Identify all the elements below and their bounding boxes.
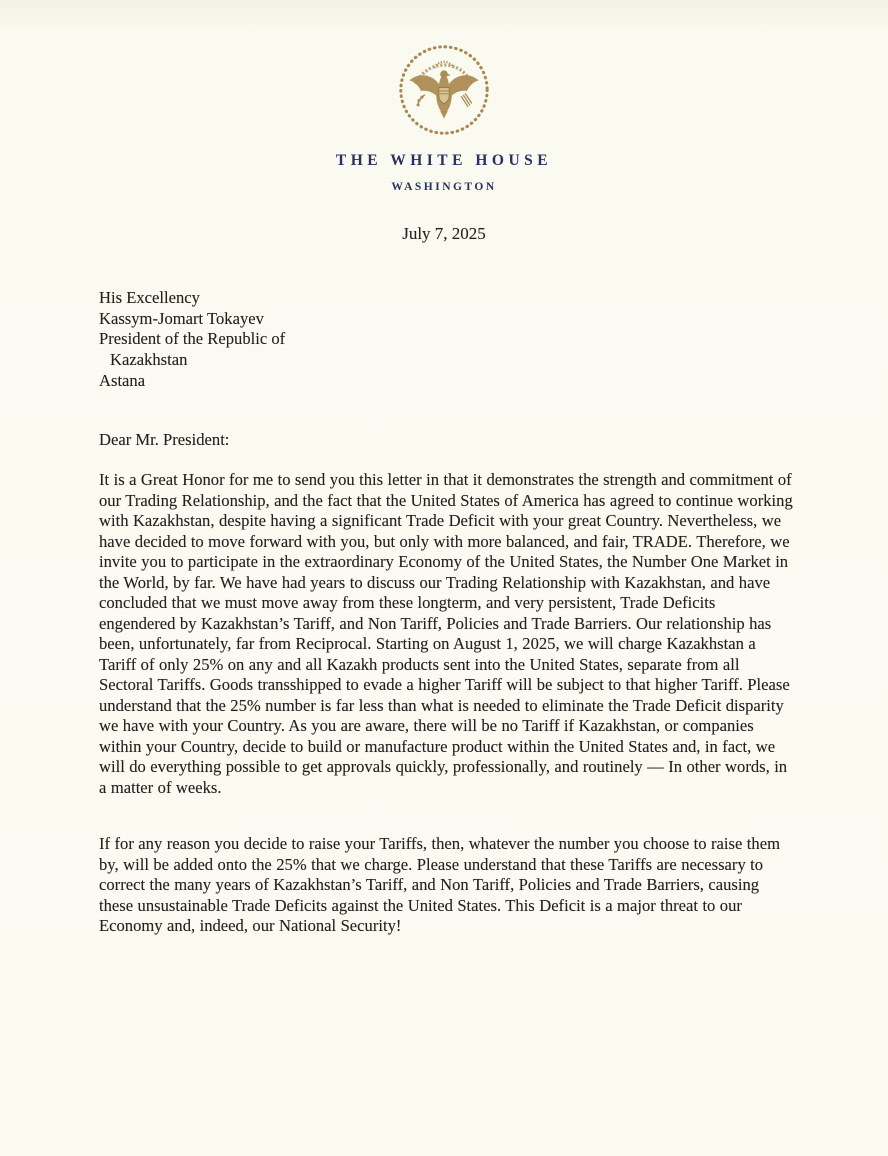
recipient-line: President of the Republic of [99, 329, 286, 349]
body-paragraph-2: If for any reason you decide to raise your Tariffs, then, whatever the number you choose to raise them by, will be added onto the 25% that we charge. Please understand that these Tariffs are necessary to correct the many years of Kazakhstan’s Tariff, and Non Tariff, Policies and Trade Barriers, causing these unsustainable Trade Deficits against the United States. This Deficit is a major threat to our Economy and, indeed, our National Security! [99, 834, 780, 935]
recipient-line: Kassym-Jomart Tokayev [99, 308, 264, 328]
letterhead-title: THE WHITE HOUSE [335, 152, 553, 169]
recipient-line: Astana [99, 370, 146, 390]
recipient-address [99, 288, 285, 392]
presidential-seal-icon [396, 42, 492, 138]
letter-date: July 7, 2025 [402, 224, 486, 243]
recipient-line: Kazakhstan [110, 350, 188, 370]
recipient-line: His Excellency [99, 288, 200, 307]
body-paragraph-1: It is a Great Honor for me to send you this letter in that it demonstrates the strength and commitment of our Trading Relationship, and the fact that the United States of America has agreed to continue working with Kazakhstan, despite having a significant Trade Deficit with your great Country. Nevertheless, we have decided to move forward with you, but only with more balanced, and fair, TRADE. Therefore, we invite you to participate in the extraordinary Economy of the United States, the Number One Market in the World, by far. We have had years to discuss our Trading Relationship with Kazakhstan, and have concluded that we must move away from these longterm, and very persistent, Trade Deficits engendered by Kazakhstan’s Tariff, and Non Tariff, Policies and Trade Barriers. Our relationship has been, unfortunately, far from Reciprocal. Starting on August 1, 2025, we will charge Kazakhstan a Tariff of only 25% on any and all Kazakh products sent into the United States, separate from all Sectoral Tariffs. Goods transshipped to evade a higher Tariff will be subject to that higher Tariff. Please understand that the 25% number is far less than what is needed to eliminate the Trade Deficit disparity we have with your Country. As you are aware, there will be no Tariff if Kazakhstan, or companies within your Country, decide to build or manufacture product within the United States and, in fact, we will do everything possible to get approvals quickly, professionally, and routinely — In other words, in a matter of weeks. [99, 470, 793, 797]
salutation: Dear Mr. President: [99, 430, 230, 449]
letterhead-subtitle: WASHINGTON [391, 181, 497, 193]
